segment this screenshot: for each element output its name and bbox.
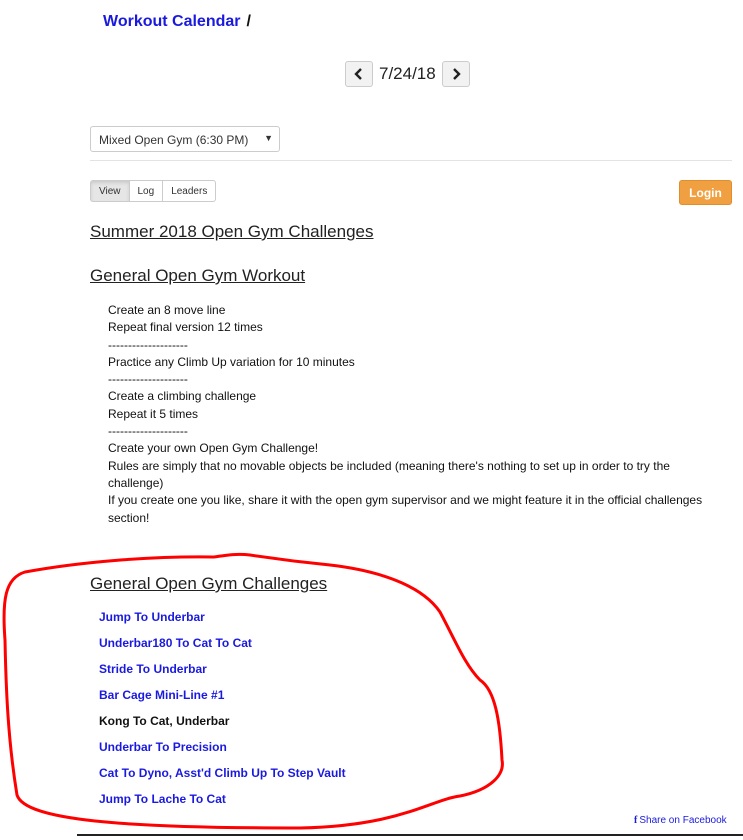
challenge-link[interactable]: Jump To Underbar — [99, 610, 205, 624]
next-day-button[interactable] — [442, 61, 470, 87]
challenge-link[interactable]: Stride To Underbar — [99, 662, 207, 676]
challenge-link[interactable]: Jump To Lache To Cat — [99, 792, 226, 806]
workout-line: Create an 8 move line — [108, 303, 226, 317]
footer-divider — [77, 834, 743, 836]
challenges-heading: General Open Gym Challenges — [90, 574, 328, 593]
leaders-button[interactable]: Leaders — [162, 180, 216, 202]
summer-challenges-heading[interactable]: Summer 2018 Open Gym Challenges — [90, 222, 374, 241]
challenge-link[interactable]: Cat To Dyno, Asst'd Climb Up To Step Vault — [99, 766, 346, 780]
workout-line: Rules are simply that no movable objects be included (meaning there's nothing to set up in order to try the challenge) — [108, 458, 670, 490]
class-select[interactable] — [90, 126, 280, 152]
share-facebook-label: Share on Facebook — [639, 815, 727, 826]
previous-day-button[interactable] — [345, 61, 373, 87]
workout-calendar-link[interactable]: Workout Calendar — [103, 13, 241, 30]
workout-line: Repeat it 5 times — [108, 406, 199, 421]
facebook-icon: f — [634, 815, 638, 826]
workout-separator: -------------------- — [108, 424, 188, 439]
workout-description — [108, 302, 708, 527]
log-button[interactable]: Log — [129, 180, 164, 202]
workout-line: Repeat final version 12 times — [108, 320, 263, 335]
class-select-value: Mixed Open Gym (6:30 PM) — [99, 133, 249, 147]
current-date: 7/24/18 — [379, 64, 436, 83]
breadcrumb — [103, 13, 251, 31]
divider — [90, 160, 732, 161]
workout-line: Practice any Climb Up variation for 10 minutes — [108, 354, 355, 369]
challenge-link[interactable]: Kong To Cat, Underbar — [99, 714, 230, 728]
date-navigator — [345, 61, 470, 87]
chevron-right-icon — [451, 68, 461, 80]
chevron-left-icon — [354, 68, 364, 80]
challenge-link[interactable]: Underbar To Precision — [99, 740, 227, 754]
workout-line: If you create one you like, share it with the open gym supervisor and we might feature it in the official challenges section! — [108, 493, 703, 525]
workout-line: Create a climbing challenge — [108, 389, 257, 404]
share-facebook-link[interactable] — [634, 815, 727, 826]
caret-down-icon: ▼ — [264, 133, 273, 143]
workout-heading: General Open Gym Workout — [90, 266, 306, 285]
workout-separator: -------------------- — [108, 372, 188, 387]
workout-separator: -------------------- — [108, 337, 188, 352]
challenge-link[interactable]: Bar Cage Mini-Line #1 — [99, 688, 225, 702]
breadcrumb-separator: / — [246, 13, 251, 30]
view-button-group — [90, 180, 216, 202]
challenge-link[interactable]: Underbar180 To Cat To Cat — [99, 636, 252, 650]
login-button[interactable]: Login — [679, 180, 732, 205]
view-button[interactable]: View — [90, 180, 130, 202]
workout-line: Create your own Open Gym Challenge! — [108, 441, 319, 456]
